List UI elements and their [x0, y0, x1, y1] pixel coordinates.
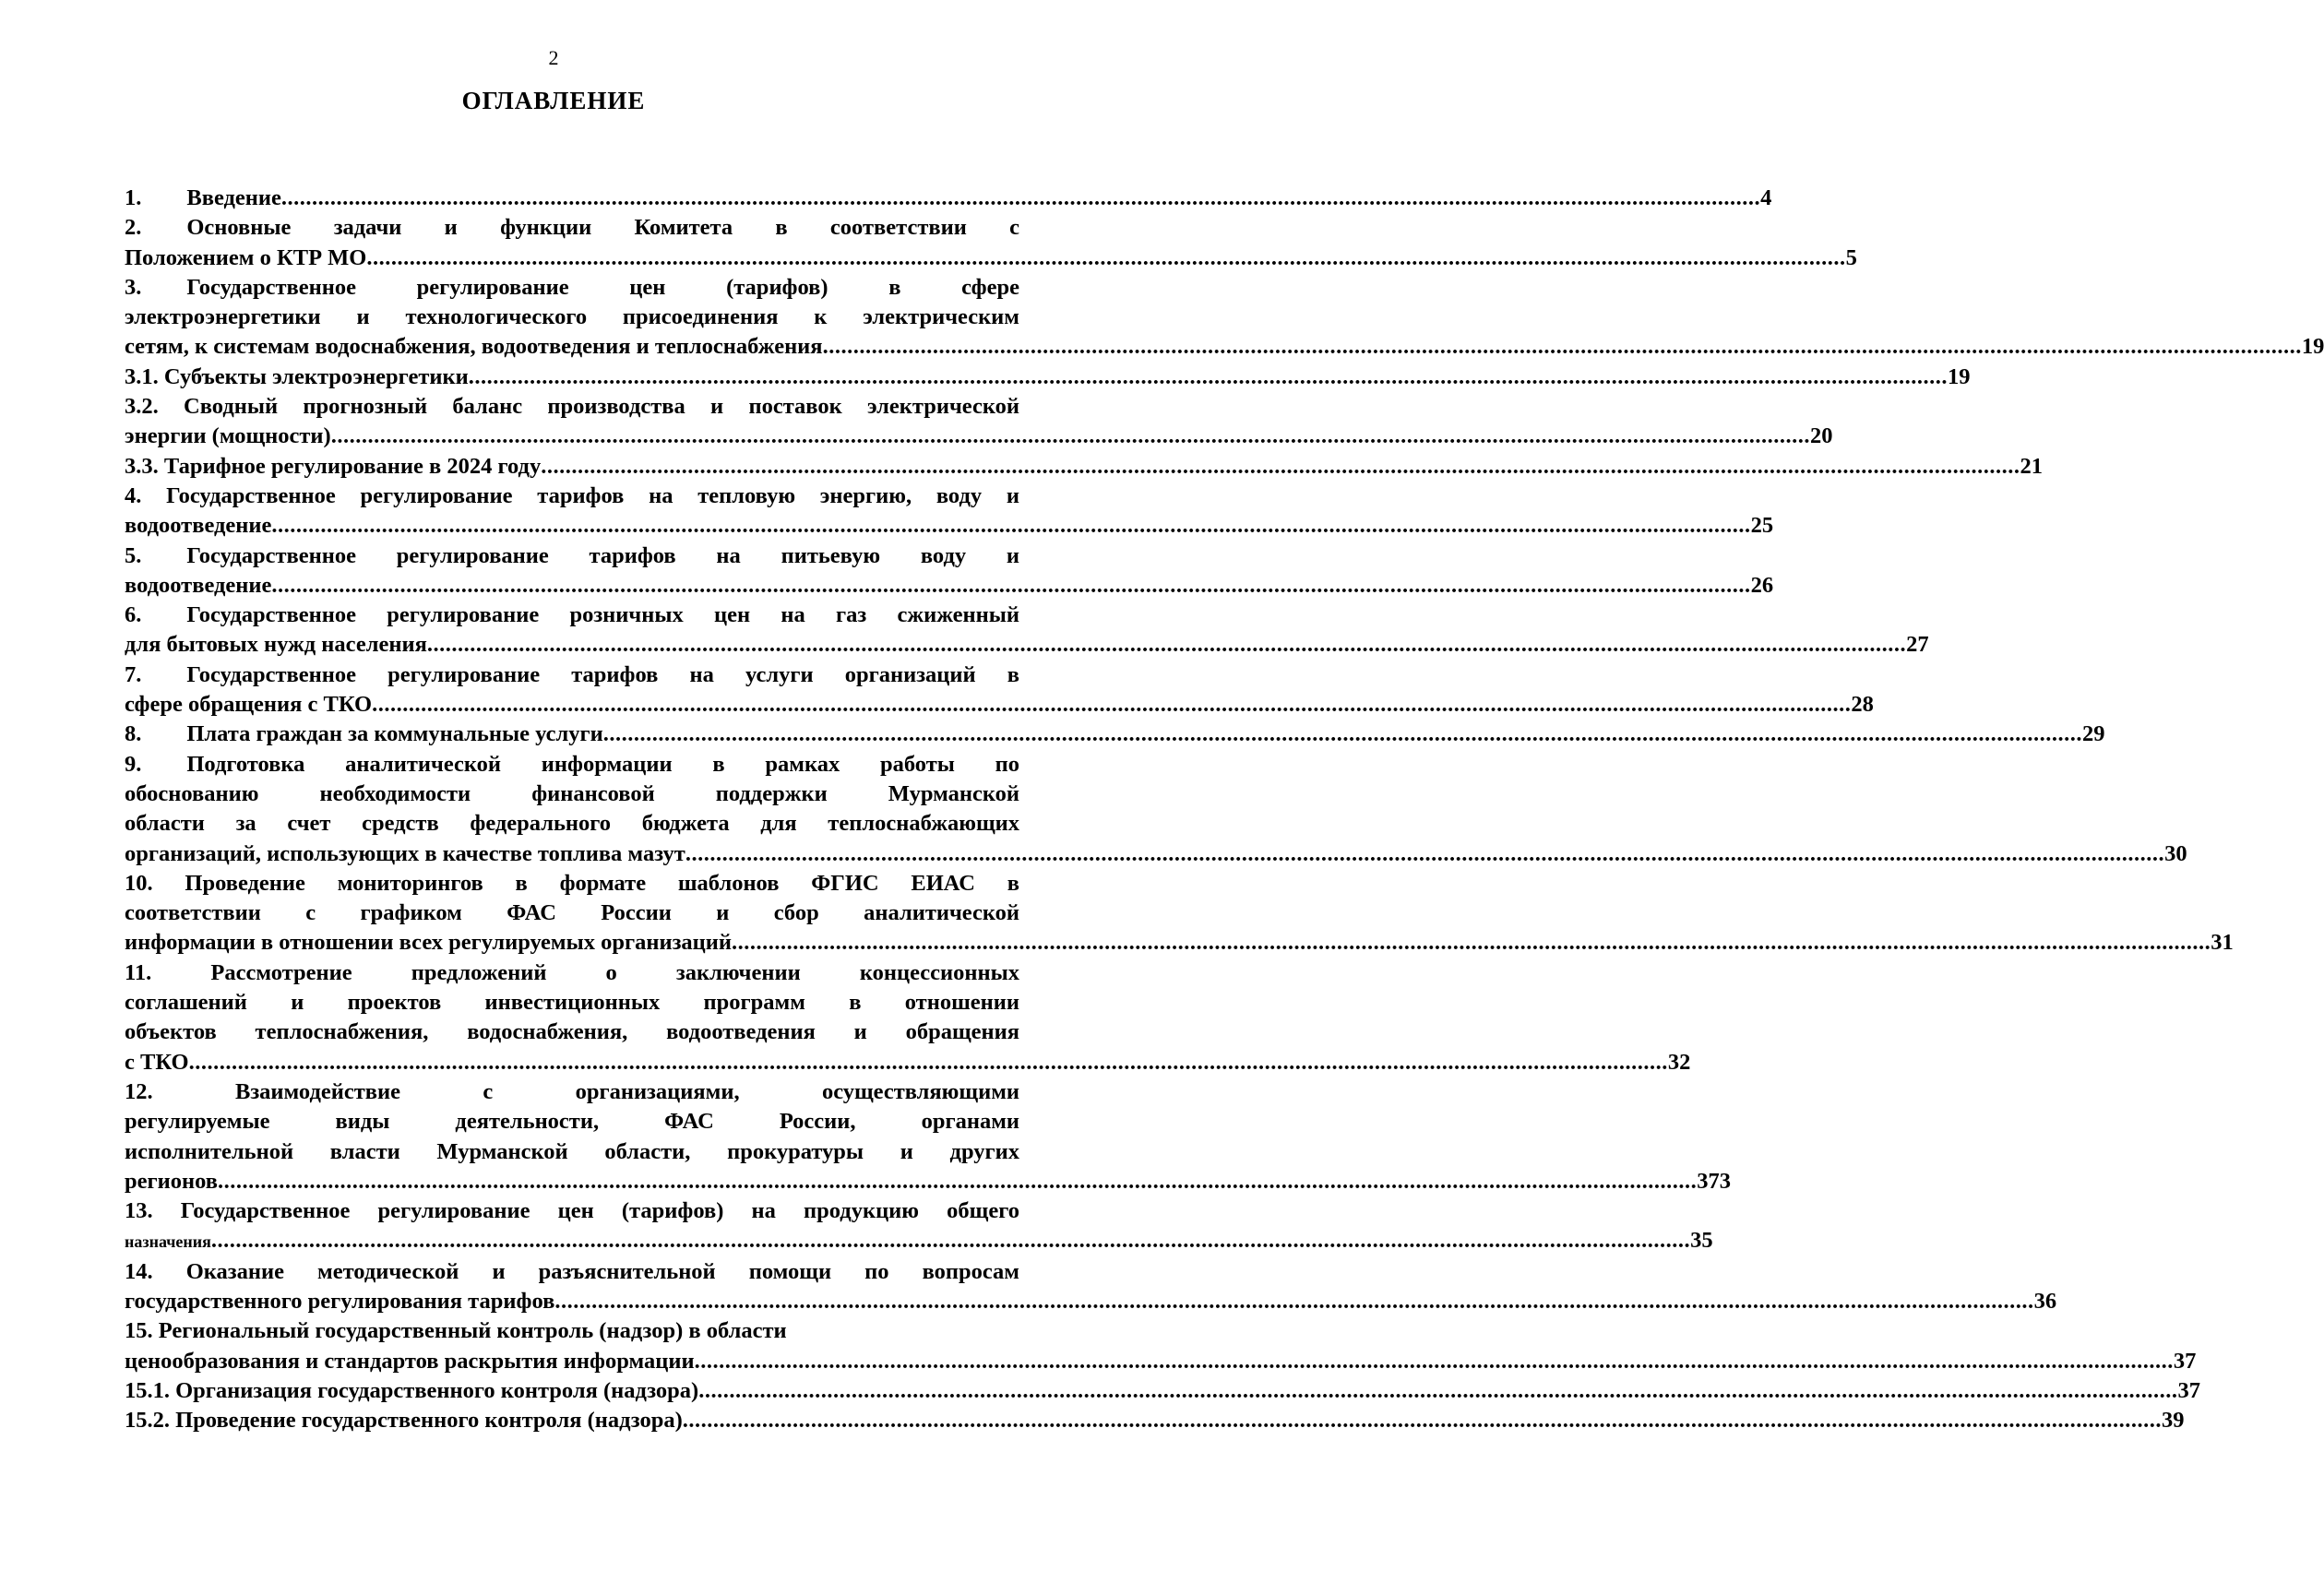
- toc-page-number: 25: [1750, 513, 1774, 539]
- toc-entry-last-line: [125, 511, 1774, 541]
- toc-page-number: 4: [1760, 185, 1772, 210]
- dot-leader: ..................................................................................................................................................................................................................................................: [366, 244, 1846, 270]
- toc-entry-last-line: [125, 452, 2043, 482]
- dot-leader: ..................................................................................................................................................................................................................................................: [694, 1348, 2174, 1374]
- toc-entry-text: регионов: [125, 1168, 218, 1194]
- toc-entry-last-line: [125, 1167, 1731, 1196]
- dot-leader: ..................................................................................................................................................................................................................................................: [210, 1228, 1691, 1254]
- toc-entry-text: 1. Введение: [125, 185, 281, 210]
- dot-leader: ..................................................................................................................................................................................................................................................: [554, 1288, 2034, 1314]
- toc-page-number: 32: [1667, 1049, 1691, 1075]
- dot-leader: ..................................................................................................................................................................................................................................................: [188, 1049, 1668, 1075]
- dot-leader: ..................................................................................................................................................................................................................................................: [271, 572, 1751, 598]
- toc-entry-text: 15.1. Организация государственного контроля (надзора): [125, 1377, 699, 1403]
- toc-page-number: 39: [2162, 1408, 2185, 1434]
- toc-entry-line: объектов теплоснабжения, водоснабжения, водоотведения и обращения: [125, 1019, 1019, 1045]
- toc-entry-line: регулируемые виды деятельности, ФАС России, органами: [125, 1109, 1019, 1135]
- toc-entry: [125, 750, 2187, 869]
- toc-entry-text: энергии (мощности): [125, 423, 331, 449]
- toc-entry-text: водоотведение: [125, 513, 272, 539]
- toc-entry: [125, 542, 1774, 601]
- toc-entry-last-line: [125, 1406, 2185, 1435]
- toc-entry-line: 7. Государственное регулирование тарифов на услуги организаций в: [125, 661, 1019, 687]
- toc-page-number: 28: [1851, 692, 1874, 718]
- toc-entry-last-line: [125, 839, 2187, 869]
- toc-entry-last-line: [125, 1287, 2057, 1316]
- toc-entry: [125, 1196, 1713, 1257]
- toc-entry-line: 3.2. Сводный прогнозный баланс производства и поставок электрической: [125, 394, 1019, 420]
- toc-entry-last-line: [125, 1048, 1691, 1077]
- toc-entry-last-line: [125, 184, 1772, 213]
- toc-entry-last-line: [125, 571, 1774, 601]
- toc-entry: [125, 720, 2105, 749]
- toc-entry-line: 4. Государственное регулирование тарифов на тепловую энергию, воду и: [125, 482, 1019, 508]
- toc-entry: [125, 213, 1857, 273]
- toc-entry-last-line: [125, 1347, 2197, 1376]
- toc-page-number: 21: [2020, 453, 2043, 479]
- toc-page-number: 27: [1906, 632, 1929, 658]
- toc-page-number: 31: [2211, 930, 2234, 956]
- toc-entry-last-line: [125, 244, 1857, 273]
- dot-leader: ..................................................................................................................................................................................................................................................: [280, 185, 1761, 210]
- toc-entry-text: 15.2. Проведение государственного контроля (надзора): [125, 1408, 683, 1434]
- toc-page-number: 36: [2033, 1288, 2057, 1314]
- toc-page-number: 19: [1948, 363, 1971, 389]
- toc-entry-text: организаций, использующих в качестве топлива мазут: [125, 840, 685, 866]
- toc-entry-line: 3. Государственное регулирование цен (тарифов) в сфере: [125, 274, 1019, 300]
- dot-leader: ..................................................................................................................................................................................................................................................: [468, 363, 1948, 389]
- toc-page-number: 26: [1750, 572, 1774, 598]
- toc-entry-last-line: [125, 1376, 2200, 1406]
- toc-entry-last-line: [125, 1226, 1713, 1256]
- dot-leader: ..................................................................................................................................................................................................................................................: [602, 721, 2082, 747]
- toc-page-number: 373: [1697, 1168, 1731, 1194]
- toc-entry-line: исполнительной власти Мурманской области, прокуратуры и других: [125, 1138, 1019, 1164]
- toc-entry: [125, 482, 1774, 542]
- dot-leader: ..................................................................................................................................................................................................................................................: [426, 632, 1907, 658]
- toc-entry: [125, 958, 1691, 1077]
- toc-entry-text: для бытовых нужд населения: [125, 632, 427, 658]
- toc-entry-line: 13. Государственное регулирование цен (тарифов) на продукцию общего: [125, 1198, 1019, 1224]
- toc-entry-line: 9. Подготовка аналитической информации в рамках работы по: [125, 751, 1019, 777]
- dot-leader: ..................................................................................................................................................................................................................................................: [541, 453, 2020, 479]
- toc-entry-text: 3.3. Тарифное регулирование в 2024 году: [125, 453, 542, 479]
- toc-entry: [125, 661, 1874, 720]
- toc-entry-text: сетям, к системам водоснабжения, водоотведения и теплоснабжения: [125, 334, 823, 360]
- toc-entry: [125, 601, 1929, 661]
- toc-entry: [125, 392, 1833, 452]
- toc-entry: [125, 1376, 2200, 1406]
- toc-entry-text: ценообразования и стандартов раскрытия информации: [125, 1348, 695, 1374]
- toc-entry-last-line: [125, 690, 1874, 720]
- toc-entry-line: 14. Оказание методической и разъяснительной помощи по вопросам: [125, 1258, 1019, 1284]
- toc-entry-line: соответствии с графиком ФАС России и сбор аналитической: [125, 900, 1019, 926]
- toc-entry-line: 5. Государственное регулирование тарифов на питьевую воду и: [125, 542, 1019, 568]
- toc-page-number: 37: [2177, 1377, 2200, 1403]
- toc-entry-last-line: [125, 928, 2234, 958]
- toc-entry-line: 2. Основные задачи и функции Комитета в соответствии с: [125, 215, 1019, 241]
- toc-entry-text: водоотведение: [125, 572, 272, 598]
- toc-entry-line: обоснованию необходимости финансовой поддержки Мурманской: [125, 780, 1019, 806]
- toc-entry-text: назначения: [125, 1232, 211, 1252]
- toc-entry-text: сфере обращения с ТКО: [125, 692, 373, 718]
- toc-entry-line: 10. Проведение мониторингов в формате шаблонов ФГИС ЕИАС в: [125, 870, 1019, 896]
- toc-entry: [125, 273, 2324, 363]
- toc-page-number: 35: [1690, 1228, 1713, 1254]
- toc-entry-line: области за счет средств федерального бюджета для теплоснабжающих: [125, 811, 1019, 837]
- table-of-contents: [125, 184, 2324, 1435]
- toc-entry: [125, 1257, 2057, 1317]
- toc-entry-text: государственного регулирования тарифов: [125, 1288, 555, 1314]
- toc-entry-line: 12. Взаимодействие с организациями, осуществляющими: [125, 1078, 1019, 1104]
- toc-entry: [125, 1316, 2197, 1376]
- toc-entry-text: 8. Плата граждан за коммунальные услуги: [125, 721, 603, 747]
- toc-entry-text: Положением о КТР МО: [125, 244, 367, 270]
- toc-entry-line: 15. Региональный государственный контроль (надзор) в области: [125, 1318, 787, 1344]
- toc-page-number: 37: [2173, 1348, 2197, 1374]
- toc-page-number: 19: [2301, 334, 2324, 360]
- toc-entry-last-line: [125, 363, 1971, 392]
- toc-entry-last-line: [125, 332, 2324, 362]
- toc-entry-text: информации в отношении всех регулируемых организаций: [125, 930, 733, 956]
- toc-entry-line: 6. Государственное регулирование розничных цен на газ сжиженный: [125, 602, 1019, 628]
- page-number: 2: [548, 46, 559, 69]
- toc-entry-last-line: [125, 630, 1929, 660]
- toc-entry-line: электроэнергетики и технологического присоединения к электрическим: [125, 304, 1019, 330]
- toc-entry-text: с ТКО: [125, 1049, 189, 1075]
- dot-leader: ..................................................................................................................................................................................................................................................: [682, 1408, 2163, 1434]
- dot-leader: ..................................................................................................................................................................................................................................................: [732, 930, 2211, 956]
- toc-page-number: 5: [1845, 244, 1857, 270]
- toc-entry: [125, 184, 1772, 213]
- toc-entry: [125, 1077, 1731, 1196]
- toc-entry-last-line: [125, 720, 2105, 749]
- toc-page-number: 29: [2081, 721, 2105, 747]
- dot-leader: ..................................................................................................................................................................................................................................................: [330, 423, 1810, 449]
- toc-entry-line: 11. Рассмотрение предложений о заключении концессионных: [125, 959, 1019, 985]
- toc-title: ОГЛАВЛЕНИЕ: [461, 87, 646, 114]
- toc-page-number: 20: [1809, 423, 1833, 449]
- toc-entry: [125, 869, 2234, 958]
- toc-entry-last-line: [125, 422, 1833, 451]
- dot-leader: ..................................................................................................................................................................................................................................................: [271, 513, 1751, 539]
- toc-entry: [125, 452, 2043, 482]
- toc-entry: [125, 363, 1971, 392]
- toc-entry-line: соглашений и проектов инвестиционных программ в отношении: [125, 990, 1019, 1016]
- dot-leader: ..................................................................................................................................................................................................................................................: [822, 334, 2302, 360]
- dot-leader: ..................................................................................................................................................................................................................................................: [698, 1377, 2178, 1403]
- dot-leader: ..................................................................................................................................................................................................................................................: [372, 692, 1852, 718]
- toc-entry: [125, 1406, 2185, 1435]
- toc-entry-text: 3.1. Субъекты электроэнергетики: [125, 363, 469, 389]
- dot-leader: ..................................................................................................................................................................................................................................................: [217, 1168, 1698, 1194]
- dot-leader: ..................................................................................................................................................................................................................................................: [685, 840, 2165, 866]
- toc-page-number: 30: [2164, 840, 2187, 866]
